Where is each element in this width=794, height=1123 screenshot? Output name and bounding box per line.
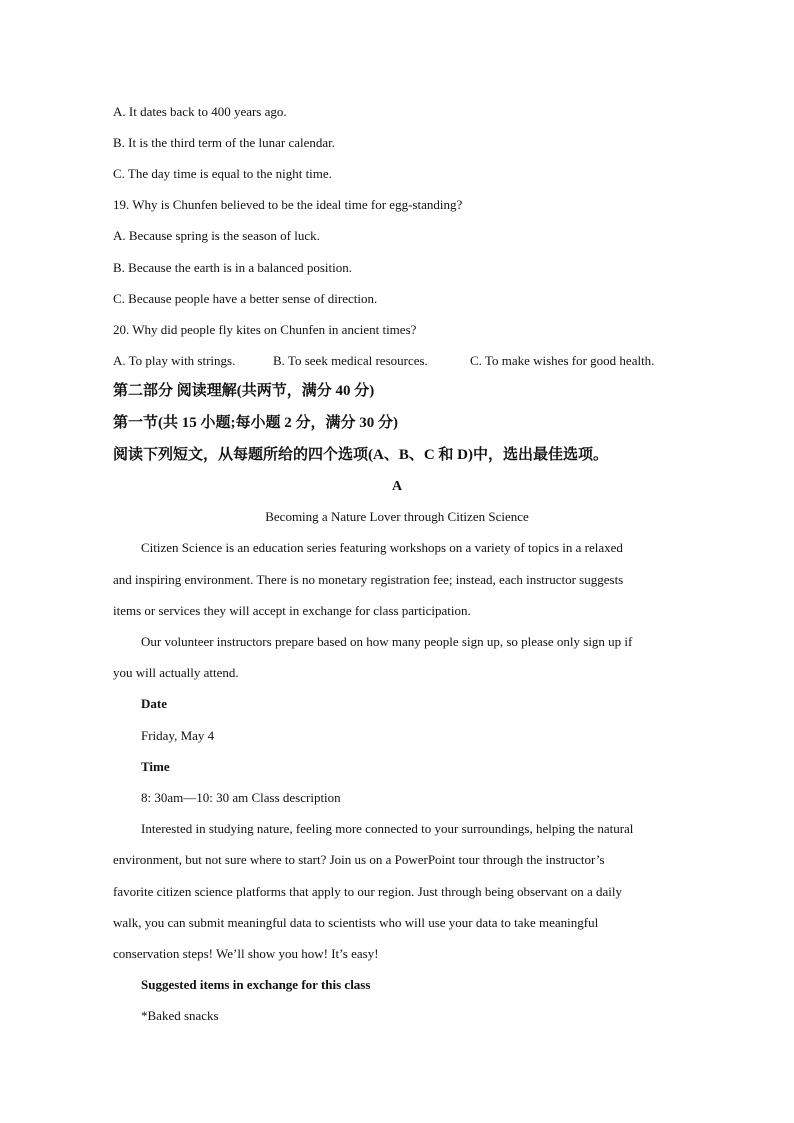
q20-option-c: C. To make wishes for good health. [470,353,655,368]
q20-option-b: B. To seek medical resources. [273,353,428,368]
description-line-5: conservation steps! We’ll show you how! It’s easy! [113,946,379,961]
description-line-2: environment, but not sure where to start? Join us on a PowerPoint tour through the instructor’s [113,852,605,867]
q19-option-c: C. Because people have a better sense of direction. [113,291,378,306]
q18-option-c: C. The day time is equal to the night time. [113,166,332,181]
subsection-title: 第一节(共 15 小题;每小题 2 分，满分 30 分) [113,415,398,431]
date-value: Friday, May 4 [141,728,215,743]
q20-question: 20. Why did people fly kites on Chunfen in ancient times? [113,322,417,337]
q19-question: 19. Why is Chunfen believed to be the ideal time for egg-standing? [113,197,463,212]
suggested-items-label: Suggested items in exchange for this class [141,977,371,992]
time-value: 8: 30am—10: 30 am Class description [141,790,341,805]
instruction: 阅读下列短文，从每题所给的四个选项(A、B、C 和 D)中，选出最佳选项。 [113,447,608,463]
passage-title: Becoming a Nature Lover through Citizen Science [265,509,529,524]
suggested-item-1: *Baked snacks [141,1008,219,1023]
paragraph-1-line-3: items or services they will accept in exchange for class participation. [113,603,471,618]
part-title: 第二部分 阅读理解(共两节，满分 40 分) [113,383,375,399]
q20-option-a: A. To play with strings. [113,353,236,368]
date-label: Date [141,696,167,711]
time-label: Time [141,759,170,774]
passage-letter: A [391,479,403,494]
q19-option-b: B. Because the earth is in a balanced position. [113,260,352,275]
q19-option-a: A. Because spring is the season of luck. [113,228,320,243]
paragraph-2-line-1: Our volunteer instructors prepare based on how many people sign up, so please only sign up if [141,634,633,649]
paragraph-1-line-2: and inspiring environment. There is no monetary registration fee; instead, each instructor suggests [113,572,624,587]
q18-option-a: A. It dates back to 400 years ago. [113,104,287,119]
q18-option-b: B. It is the third term of the lunar calendar. [113,135,336,150]
paragraph-2-line-2: you will actually attend. [113,665,239,680]
paragraph-1-line-1: Citizen Science is an education series featuring workshops on a variety of topics in a relaxed [141,540,623,555]
description-line-4: walk, you can submit meaningful data to scientists who will use your data to take meaningful [113,915,599,930]
description-line-3: favorite citizen science platforms that apply to our region. Just through being observant on a daily [113,884,623,899]
description-line-1: Interested in studying nature, feeling more connected to your surroundings, helping the natural [141,821,634,836]
